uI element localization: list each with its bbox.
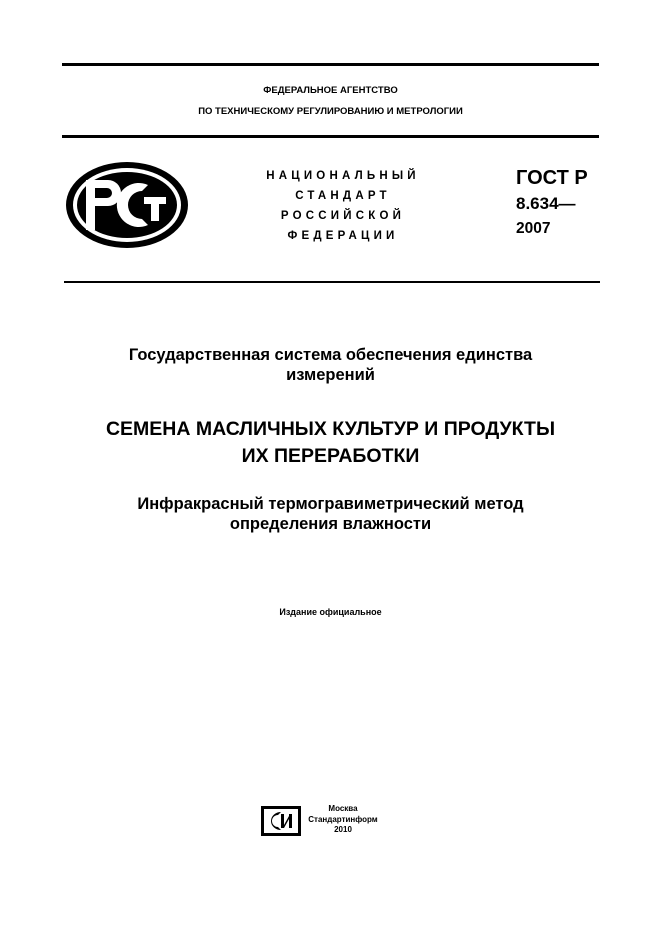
main-title — [62, 416, 599, 470]
series-title-line-2: измерений — [286, 366, 375, 384]
standard-line-4: ФЕДЕРАЦИИ — [287, 230, 399, 242]
designation-prefix: ГОСТ Р — [516, 167, 588, 189]
designation-year: 2007 — [516, 220, 551, 237]
publisher-city: Москва — [328, 804, 358, 813]
subtitle-line-2: определения влажности — [229, 515, 432, 533]
standard-line-1: НАЦИОНАЛЬНЫЙ — [266, 170, 420, 182]
agency-divider-rule — [62, 135, 599, 138]
publisher-year: 2010 — [334, 825, 352, 834]
publisher-name: Стандартинформ — [308, 814, 378, 824]
standard-line-2: СТАНДАРТ — [295, 190, 391, 202]
top-rule — [62, 63, 599, 66]
main-title-line-2: ИХ ПЕРЕРАБОТКИ — [241, 445, 420, 467]
edition-label: Издание официальное — [279, 607, 382, 617]
header-bottom-rule — [64, 281, 600, 283]
publisher-info — [303, 804, 383, 836]
main-title-line-1: СЕМЕНА МАСЛИЧНЫХ КУЛЬТУР И ПРОДУКТЫ — [105, 418, 556, 440]
series-title-line-1: Государственная система обеспечения единства — [128, 346, 533, 364]
standard-line-3: РОССИЙСКОЙ — [280, 210, 406, 222]
agency-line-2: ПО ТЕХНИЧЕСКОМУ РЕГУЛИРОВАНИЮ И МЕТРОЛОГИИ — [198, 106, 463, 117]
standartinform-logo-icon — [261, 806, 301, 836]
subtitle-line-1: Инфракрасный термогравиметрический метод — [137, 495, 524, 513]
designation-number: 8.634— — [516, 194, 576, 213]
gost-r-logo-icon — [64, 160, 190, 250]
agency-line-1: ФЕДЕРАЛЬНОЕ АГЕНТСТВО — [263, 85, 398, 96]
series-title — [62, 345, 599, 385]
subtitle — [62, 494, 599, 534]
